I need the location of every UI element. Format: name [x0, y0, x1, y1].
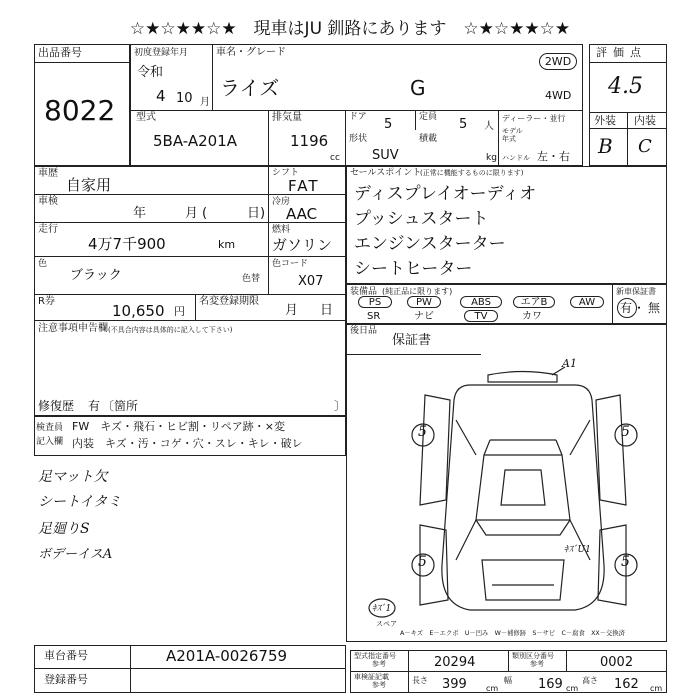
diagram-spare-label: スペア	[376, 620, 397, 628]
height-value: 162	[614, 677, 639, 692]
recycle-unit: 円	[174, 305, 185, 318]
history-value: 自家用	[66, 176, 112, 194]
equipment-note: (純正品に限ります)	[382, 287, 453, 296]
equip-sr: SR	[367, 311, 381, 322]
diagram-box	[346, 324, 667, 642]
width-label: 幅	[504, 676, 512, 685]
inspect-row-2: 内装 キズ・汚・コゲ・穴・スレ・キレ・破レ	[72, 437, 303, 450]
details-box	[34, 166, 346, 416]
diagram-mark-bottom: ｷｽﾞ1	[372, 604, 392, 614]
exterior-value: B	[598, 134, 613, 158]
lot-label: 出品番号	[38, 46, 82, 59]
repair-unit: 〔箇所	[102, 399, 139, 413]
equipment-label: 装備品	[350, 287, 378, 297]
interior-value: C	[638, 136, 652, 157]
sales-point-3: エンジンスターター	[354, 234, 506, 254]
repair-close: 〕	[334, 399, 347, 413]
category-number-label: 類別区分番号 参考	[512, 652, 554, 668]
displacement-value: 1196	[290, 132, 329, 150]
lot-number: 8022	[44, 94, 116, 127]
diagram-mark-rl: 5	[418, 554, 427, 570]
handwritten-note-3: 足廻りS	[38, 521, 90, 537]
reg-number-label: 登録番号	[44, 673, 88, 686]
history-label: 車歴	[38, 168, 58, 179]
ac-value: AAC	[286, 205, 318, 223]
first-reg-month-unit: 月	[200, 97, 210, 108]
header-banner: ☆★☆★★☆★ 現車はJU 釧路にあります ☆★☆★★☆★	[129, 19, 571, 39]
color-code-label: 色コード	[272, 259, 309, 269]
drive-2wd-text: 2WD	[544, 55, 572, 68]
handle-value: 左・右	[537, 150, 570, 163]
notes-sub: (不具合内容は具体的に記入して下さい)	[108, 326, 233, 334]
first-reg-label: 初度登録年月	[134, 48, 189, 58]
mileage-unit: km	[218, 238, 236, 251]
displacement-label: 排気量	[272, 112, 302, 123]
tax-due-label: 名変登録期限	[199, 296, 259, 307]
interior-label: 内装	[634, 114, 656, 127]
diagram-mark-side: ｷｽﾞU1	[564, 545, 591, 555]
tax-due-month: 月	[285, 303, 299, 318]
warranty-yes: 有	[620, 301, 633, 315]
color-value: ブラック	[70, 268, 122, 283]
model-code: 5BA-A201A	[153, 132, 238, 150]
color-code-value: X07	[298, 274, 324, 289]
capacity-label: 定員	[419, 112, 438, 122]
type-designation-value: 20294	[434, 655, 476, 670]
mileage-label: 走行	[38, 224, 58, 235]
handwritten-note-1: 足マット欠	[38, 469, 108, 485]
score-value: 4.5	[608, 74, 643, 99]
warranty-book-label: 新車保証書	[616, 287, 656, 296]
inspector-label-1: 検査員	[36, 423, 64, 433]
inspection-year: 年	[133, 206, 147, 221]
load-unit: kg	[486, 153, 497, 163]
notes-label: 注意事項申告欄	[38, 323, 108, 334]
shape-value: SUV	[372, 148, 399, 163]
damage-legend: A－キズ E－エクボ U－凹み W－補修跡 S－サビ C－腐食 XX－交換済	[400, 630, 625, 637]
diagram-mark-top: A1	[562, 357, 577, 370]
warranty-dot: ・	[633, 301, 646, 315]
chassis-label: 車台番号	[44, 649, 88, 662]
width-value: 169	[538, 677, 563, 692]
capacity-unit: 人	[484, 121, 494, 132]
sales-points-note: (正常に機能するものに限ります)	[420, 169, 524, 177]
equip-ps: PS	[358, 296, 392, 308]
equip-tv: TV	[464, 310, 498, 322]
capacity-value: 5	[459, 117, 468, 132]
recycle-value: 10,650	[112, 302, 165, 320]
fuel-label: 燃料	[272, 225, 291, 235]
sales-points-label: セールスポイント	[350, 168, 422, 178]
shape-label: 形状	[349, 134, 368, 144]
doors-label: ドア	[349, 112, 367, 122]
mileage-value: 4万7千900	[88, 235, 166, 253]
load-label: 積載	[419, 134, 438, 144]
warranty-no: 無	[648, 301, 661, 315]
sales-point-2: プッシュスタート	[354, 209, 489, 229]
length-value: 399	[442, 677, 467, 692]
grade: G	[410, 76, 426, 100]
inspection-paren: (	[202, 206, 208, 221]
equip-abs: ABS	[460, 296, 502, 308]
diagram-mark-fr: 5	[621, 424, 630, 440]
car-name: ライズ	[220, 76, 280, 100]
handwritten-note-4: ボデーイスA	[38, 547, 113, 562]
chassis-value: A201A-0026759	[166, 647, 288, 665]
recycle-label: R券	[38, 296, 55, 307]
first-reg-era: 令和	[137, 65, 164, 80]
diagram-mark-rr: 5	[621, 554, 630, 570]
displacement-unit: cc	[330, 153, 340, 163]
shift-value: FAT	[288, 177, 320, 195]
handle-label: ハンドル	[502, 154, 530, 162]
inspection-day: 日)	[247, 206, 266, 221]
first-reg-month: 10	[176, 91, 193, 106]
inspector-label-2: 記入欄	[36, 437, 64, 447]
equip-airbag: エアB	[513, 296, 555, 308]
drive-4wd: 4WD	[545, 89, 572, 102]
equip-navi: ナビ	[414, 311, 434, 322]
type-designation-label: 型式指定番号 参考	[354, 652, 396, 668]
after-market-value: 保証書	[392, 333, 432, 348]
fuel-value: ガソリン	[272, 236, 333, 254]
category-number-value: 0002	[600, 655, 634, 670]
model-year-label: モデル 年式	[502, 127, 523, 143]
inspect-row-1: FW キズ・飛石・ヒビ割・リペア跡・×変	[72, 420, 285, 433]
height-label: 高さ	[582, 676, 598, 685]
width-unit: cm	[566, 684, 579, 693]
repair-label: 修復歴	[38, 399, 75, 413]
color-change-label: 色替	[242, 274, 261, 284]
diagram-mark-fl: 5	[418, 424, 427, 440]
equip-aw: AW	[570, 296, 604, 308]
ac-label: 冷房	[272, 197, 291, 207]
model-grade-label: 車名・グレード	[216, 47, 286, 58]
doors-value: 5	[384, 117, 393, 132]
dimensions-label: 車検証記載 参考	[354, 673, 389, 689]
equip-pw: PW	[407, 296, 441, 308]
inspection-month: 月	[185, 206, 199, 221]
color-label: 色	[38, 259, 48, 269]
repair-value: 有	[88, 399, 101, 413]
after-market-label: 後日品	[350, 326, 378, 336]
model-code-label: 型式	[136, 112, 156, 123]
drive-2wd	[539, 53, 577, 70]
height-unit: cm	[650, 684, 663, 693]
length-label: 長さ	[412, 676, 428, 685]
equip-leather: カワ	[522, 311, 542, 322]
sales-point-4: シートヒーター	[354, 259, 473, 279]
tax-due-day: 日	[320, 303, 334, 318]
score-label: 評価点	[596, 46, 647, 59]
length-unit: cm	[486, 684, 499, 693]
inspection-label: 車検	[38, 196, 58, 207]
handwritten-note-2: シートイタミ	[38, 494, 122, 510]
first-reg-year: 4	[156, 87, 166, 105]
dealer-label: ディーラー・並行	[502, 114, 566, 123]
sales-point-1: ディスプレイオーディオ	[354, 184, 537, 204]
exterior-label: 外装	[594, 114, 616, 127]
shift-label: シフト	[272, 168, 300, 178]
